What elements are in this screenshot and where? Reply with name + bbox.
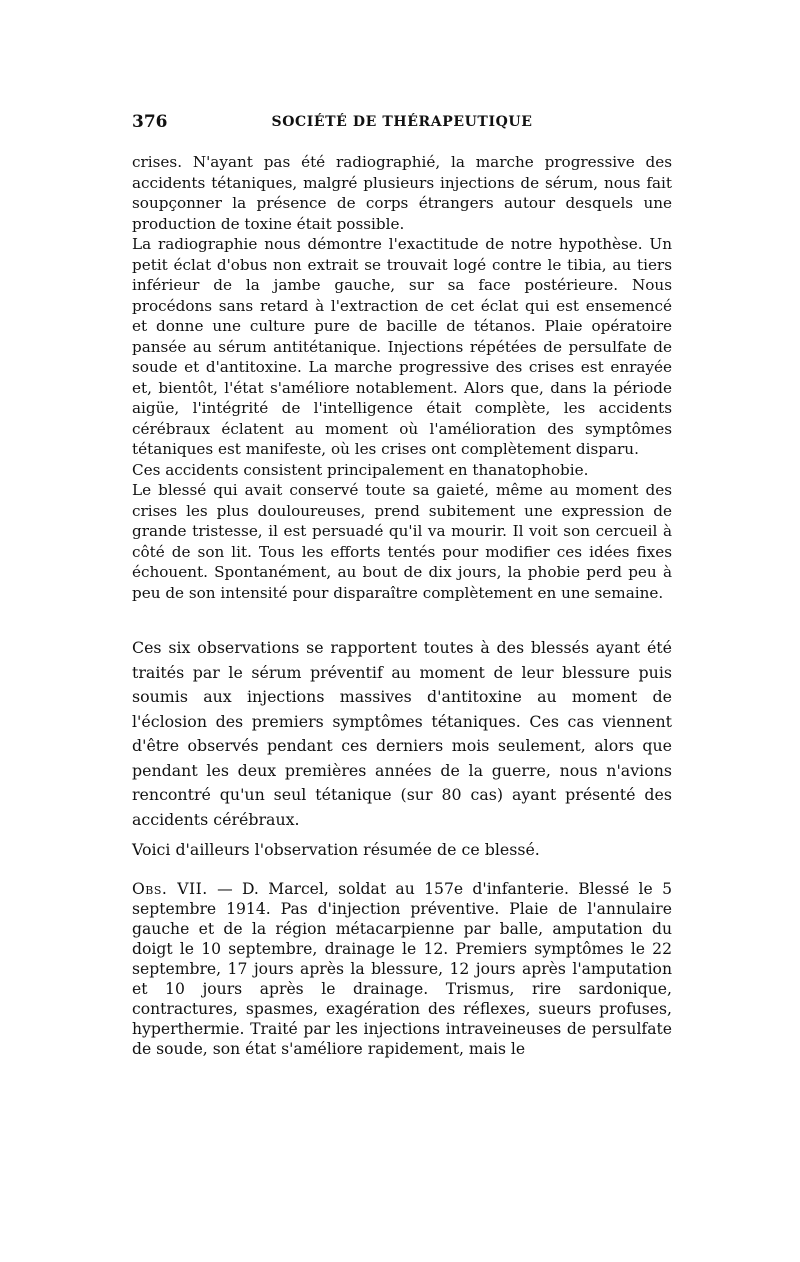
paragraph: La radiographie nous démontre l'exactitude de notre hypothèse. Un petit éclat d'obus non extrait se trouvait logé contre le tibia, au tiers inférieur de la jambe gauche, sur sa face postérieure. Nous procédons sans retard à l'extraction de cet éclat qui est ensemencé et donne une culture pure de bacille de tétanos. Plaie opératoire pansée au sérum antitétanique. Injections répétées de persulfate de soude et d'antitoxine. La marche progressive des crises est enrayée et, bientôt, l'état s'améliore notablement. Alors que, dans la période aigüe, l'intégrité de l'intelligence était complète, les accidents cérébraux éclatent au moment où l'amélioration des symptômes tétaniques est manifeste, où les crises ont complètement disparu. [132,235,672,458]
document-page [132,112,672,1059]
observation-vii [132,879,672,1059]
observation-label: Obs. VII. [132,879,208,898]
observation-paragraph [132,879,672,1059]
case-narrative [132,152,672,603]
observations-summary [132,636,672,863]
paragraph: Ces six observations se rapportent toutes à des blessés ayant été traités par le sérum préventif au moment de leur blessure puis soumis aux injections massives d'antitoxine au moment de l'éclosion des premiers symptômes tétaniques. Ces cas viennent d'être observés pendant ces derniers mois seulement, alors que pendant les deux premières années de la guerre, nous n'avions rencontré qu'un seul tétanique (sur 80 cas) ayant présenté des accidents cérébraux. [132,638,672,829]
paragraph: Le blessé qui avait conservé toute sa gaieté, même au moment des crises les plus douloureuses, prend subitement une expression de grande tristesse, il est persuadé qu'il va mourir. Il voit son cercueil à côté de son lit. Tous les efforts tentés pour modifier ces idées fixes échouent. Spontanément, au bout de dix jours, la phobie perd peu à peu de son intensité pour disparaître complètement en une semaine. [132,481,672,602]
paragraph: Voici d'ailleurs l'observation résumée de ce blessé. [132,840,540,859]
page-number: 376 [132,112,168,132]
paragraph: crises. N'ayant pas été radiographié, la marche progressive des accidents tétaniques, malgré plusieurs injections de sérum, nous fait soupçonner la présence de corps étrangers autour desquels une production de toxine était possible. [132,153,672,233]
running-header [132,112,672,136]
observation-text: — D. Marcel, soldat au 157e d'infanterie. Blessé le 5 septembre 1914. Pas d'injection préventive. Plaie de l'annulaire gauche et de la région métacarpienne par balle, amputation du doigt le 10 septembre, drainage le 12. Premiers symptômes le 22 septembre, 17 jours après la blessure, 12 jours après l'amputation et 10 jours après le drainage. Trismus, rire sardonique, contractures, spasmes, exagération des réflexes, sueurs profuses, hyperthermie. Traité par les injections intraveineuses de persulfate de soude, son état s'améliore rapidement, mais le [132,879,672,1058]
paragraph: Ces accidents consistent principalement en thanatophobie. [132,460,589,479]
journal-title: SOCIÉTÉ DE THÉRAPEUTIQUE [271,114,533,130]
